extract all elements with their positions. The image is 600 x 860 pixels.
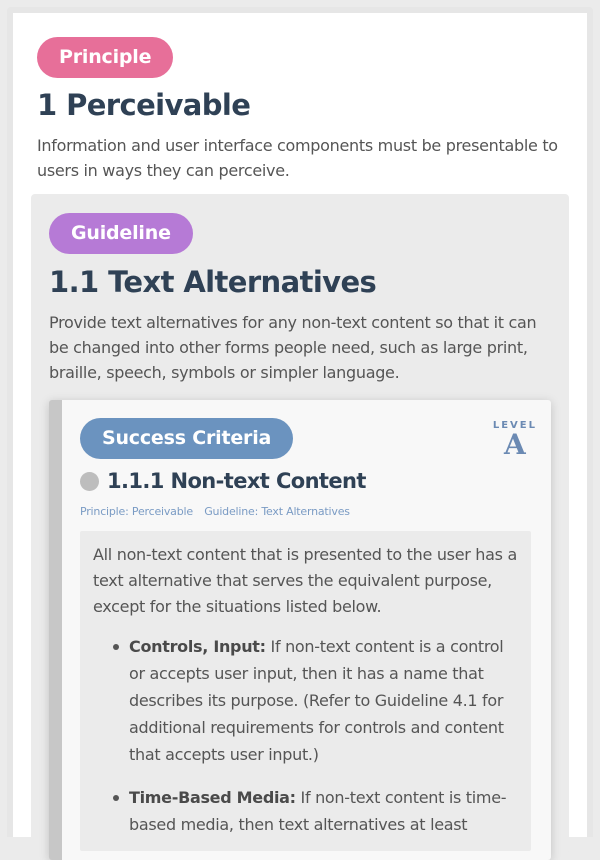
list-item-text: If non-text content is time-based media, then text alternatives at least xyxy=(129,788,507,834)
guideline-description: Provide text alternatives for any non-text content so that it can be changed into other forms people need, such as large print, braille, speech, symbols or simpler language. xyxy=(49,313,537,382)
list-item-term: Time-Based Media: xyxy=(129,788,296,807)
breadcrumb-principle[interactable]: Principle: Perceivable xyxy=(80,505,193,518)
level-value: A xyxy=(504,428,526,461)
page-frame xyxy=(7,7,593,837)
guideline-badge: Guideline xyxy=(49,213,193,254)
list-item-text: If non-text content is a control or accepts user input, then it has a name that describes its purpose. (Refer to Guideline 4.1 for additional requirements for controls and content that accepts user input.) xyxy=(129,637,504,764)
success-criterion-body xyxy=(80,531,531,851)
principle-description: Information and user interface components must be presentable to users in ways they can perceive. xyxy=(37,136,558,180)
level-label: LEVEL xyxy=(492,420,537,431)
success-criterion-intro: All non-text content that is presented to the user has a text alternative that serves the equivalent purpose, except for the situations listed below. xyxy=(93,545,517,616)
list-item xyxy=(129,784,519,838)
principle-title: 1 Perceivable xyxy=(37,88,251,122)
status-dot-icon xyxy=(80,472,99,491)
exception-list xyxy=(93,633,519,838)
level-indicator xyxy=(492,420,537,461)
principle-badge: Principle xyxy=(37,37,173,78)
success-criteria-badge: Success Criteria xyxy=(80,418,293,459)
list-item xyxy=(129,633,519,768)
guideline-title: 1.1 Text Alternatives xyxy=(49,265,377,299)
success-criterion-title: 1.1.1 Non-text Content xyxy=(107,469,366,493)
breadcrumb xyxy=(80,505,551,518)
success-criterion-heading xyxy=(80,469,551,493)
list-item-term: Controls, Input: xyxy=(129,637,266,656)
guideline-section xyxy=(31,194,569,854)
principle-section xyxy=(37,37,577,183)
breadcrumb-guideline[interactable]: Guideline: Text Alternatives xyxy=(204,505,350,518)
success-criterion-card xyxy=(49,400,551,860)
